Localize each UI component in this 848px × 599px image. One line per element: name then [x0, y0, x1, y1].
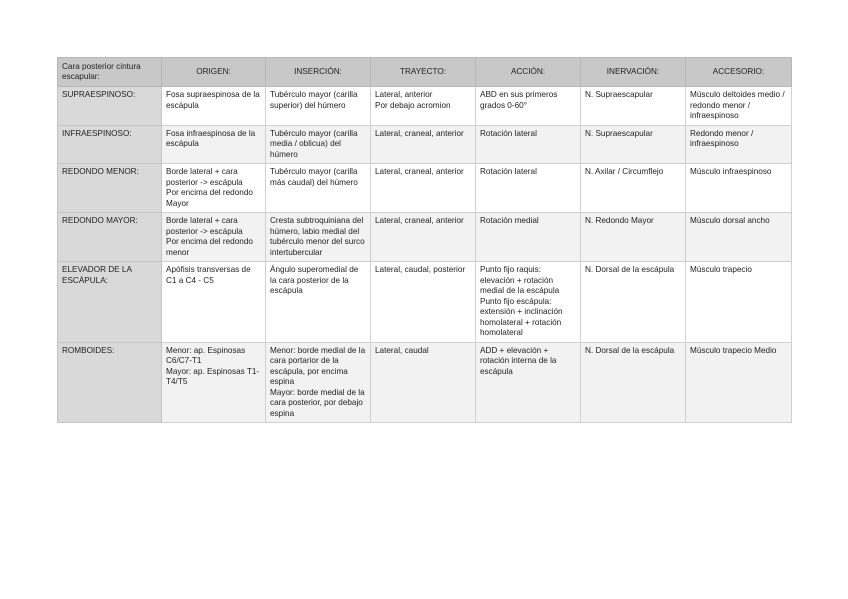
document-page: [57, 57, 791, 423]
table-row: [58, 262, 792, 343]
table-cell: Lateral, craneal, anterior: [371, 213, 476, 262]
table-cell: Músculo infraespinoso: [686, 164, 792, 213]
header-row: [58, 58, 792, 87]
table-cell: Rotación medial: [476, 213, 581, 262]
table-cell: Lateral, anterior Por debajo acromion: [371, 87, 476, 126]
table-row: [58, 87, 792, 126]
table-cell: N. Dorsal de la escápula: [581, 262, 686, 343]
table-cell: Redondo menor / infraespinoso: [686, 125, 792, 164]
table-cell: Borde lateral + cara posterior -> escápula Por encima del redondo menor: [162, 213, 266, 262]
row-header: REDONDO MENOR:: [58, 164, 162, 213]
table-cell: Lateral, caudal, posterior: [371, 262, 476, 343]
column-header-accion: ACCIÓN:: [476, 58, 581, 87]
table-cell: Ángulo superomedial de la cara posterior de la escápula: [266, 262, 371, 343]
table-cell: Menor: ap. Espinosas C6/C7-T1 Mayor: ap. Espinosas T1-T4/T5: [162, 342, 266, 423]
table-cell: Músculo deltoides medio / redondo menor / infraespinoso: [686, 87, 792, 126]
table-cell: ADD + elevación + rotación interna de la escápula: [476, 342, 581, 423]
column-header-trayecto: TRAYECTO:: [371, 58, 476, 87]
row-header: INFRAESPINOSO:: [58, 125, 162, 164]
row-header: REDONDO MAYOR:: [58, 213, 162, 262]
table-row: [58, 164, 792, 213]
table-cell: N. Supraescapular: [581, 125, 686, 164]
column-header-origen: ORIGEN:: [162, 58, 266, 87]
table-cell: Rotación lateral: [476, 125, 581, 164]
muscle-table: [57, 57, 792, 423]
table-cell: Lateral, craneal, anterior: [371, 125, 476, 164]
table-cell: Rotación lateral: [476, 164, 581, 213]
table-cell: Lateral, craneal, anterior: [371, 164, 476, 213]
table-cell: Fosa infraespinosa de la escápula: [162, 125, 266, 164]
table-cell: ABD en sus primeros grados 0-60°: [476, 87, 581, 126]
table-cell: N. Dorsal de la escápula: [581, 342, 686, 423]
table-cell: Músculo trapecio Medio: [686, 342, 792, 423]
table-cell: Lateral, caudal: [371, 342, 476, 423]
table-cell: Tubérculo mayor (carilla más caudal) del húmero: [266, 164, 371, 213]
row-header: ELEVADOR DE LA ESCÁPULA:: [58, 262, 162, 343]
table-cell: Tubérculo mayor (carilla superior) del húmero: [266, 87, 371, 126]
table-cell: Borde lateral + cara posterior -> escápula Por encima del redondo Mayor: [162, 164, 266, 213]
table-cell: Cresta subtroquiniana del húmero, labio medial del tubérculo menor del surco intertubercular: [266, 213, 371, 262]
table-cell: N. Axilar / Circumflejo: [581, 164, 686, 213]
column-header-insercion: INSERCIÓN:: [266, 58, 371, 87]
table-cell: Fosa supraespinosa de la escápula: [162, 87, 266, 126]
table-row: [58, 125, 792, 164]
corner-header: Cara posterior cintura escapular:: [58, 58, 162, 87]
column-header-accesorio: ACCESORIO:: [686, 58, 792, 87]
column-header-inervacion: INERVACIÓN:: [581, 58, 686, 87]
table-cell: N. Redondo Mayor: [581, 213, 686, 262]
table-row: [58, 213, 792, 262]
table-cell: Menor: borde medial de la cara portarior de la escápula, por encima espina Mayor: borde medial de la cara posterior, por debajo espina: [266, 342, 371, 423]
table-cell: N. Supraescapular: [581, 87, 686, 126]
table-cell: Apófisis transversas de C1 a C4 - C5: [162, 262, 266, 343]
row-header: ROMBOIDES:: [58, 342, 162, 423]
table-cell: Músculo dorsal ancho: [686, 213, 792, 262]
table-cell: Tubérculo mayor (carilla media / oblicua) del húmero: [266, 125, 371, 164]
table-cell: Músculo trapecio: [686, 262, 792, 343]
table-row: [58, 342, 792, 423]
table-cell: Punto fijo raquis: elevación + rotación medial de la escápula Punto fijo escápula: extensión + inclinación homolateral + rotación homolateral: [476, 262, 581, 343]
row-header: SUPRAESPINOSO:: [58, 87, 162, 126]
